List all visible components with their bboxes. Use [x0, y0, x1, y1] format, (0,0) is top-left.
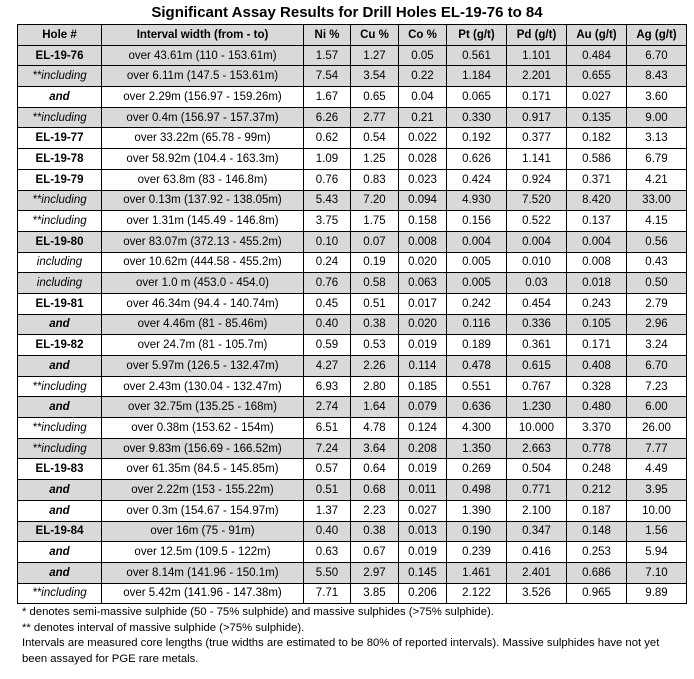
cell-pt: 4.930: [447, 190, 507, 211]
cell-cu: 2.26: [351, 356, 399, 377]
cell-cu: 7.20: [351, 190, 399, 211]
cell-co: 0.017: [399, 293, 447, 314]
cell-ni: 0.76: [304, 169, 351, 190]
cell-hole: and: [18, 480, 102, 501]
cell-hole: EL-19-83: [18, 459, 102, 480]
cell-hole: and: [18, 562, 102, 583]
cell-au: 0.408: [567, 356, 627, 377]
cell-pt: 2.122: [447, 583, 507, 604]
cell-ag: 0.43: [627, 252, 687, 273]
cell-co: 0.208: [399, 438, 447, 459]
cell-ag: 2.79: [627, 293, 687, 314]
cell-interval: over 58.92m (104.4 - 163.3m): [102, 149, 304, 170]
cell-pt: 4.300: [447, 418, 507, 439]
cell-co: 0.04: [399, 87, 447, 108]
table-row: [18, 87, 687, 108]
cell-au: 0.371: [567, 169, 627, 190]
cell-cu: 4.78: [351, 418, 399, 439]
cell-cu: 0.64: [351, 459, 399, 480]
cell-pt: 0.239: [447, 542, 507, 563]
cell-hole: EL-19-84: [18, 521, 102, 542]
cell-ni: 0.62: [304, 128, 351, 149]
table-row: [18, 356, 687, 377]
cell-ni: 1.57: [304, 45, 351, 66]
cell-hole: and: [18, 397, 102, 418]
cell-co: 0.05: [399, 45, 447, 66]
cell-pd: 0.615: [507, 356, 567, 377]
cell-pd: 1.230: [507, 397, 567, 418]
cell-pt: 0.561: [447, 45, 507, 66]
cell-ni: 0.40: [304, 314, 351, 335]
cell-cu: 2.23: [351, 500, 399, 521]
cell-pt: 1.390: [447, 500, 507, 521]
cell-co: 0.185: [399, 376, 447, 397]
cell-au: 0.243: [567, 293, 627, 314]
column-header-cu: Cu %: [351, 25, 399, 46]
cell-ni: 0.24: [304, 252, 351, 273]
cell-ag: 2.96: [627, 314, 687, 335]
cell-interval: over 16m (75 - 91m): [102, 521, 304, 542]
cell-cu: 0.38: [351, 521, 399, 542]
table-row: [18, 252, 687, 273]
cell-interval: over 8.14m (141.96 - 150.1m): [102, 562, 304, 583]
cell-ag: 3.24: [627, 335, 687, 356]
cell-pt: 1.350: [447, 438, 507, 459]
cell-cu: 0.68: [351, 480, 399, 501]
cell-interval: over 2.43m (130.04 - 132.47m): [102, 376, 304, 397]
cell-hole: including: [18, 273, 102, 294]
cell-pt: 0.156: [447, 211, 507, 232]
cell-cu: 0.65: [351, 87, 399, 108]
cell-au: 0.328: [567, 376, 627, 397]
cell-ag: 6.79: [627, 149, 687, 170]
cell-pt: 0.269: [447, 459, 507, 480]
cell-pd: 3.526: [507, 583, 567, 604]
cell-ni: 7.24: [304, 438, 351, 459]
table-title: Significant Assay Results for Drill Holes EL-19-76 to 84: [151, 4, 543, 21]
footnotes: [22, 605, 682, 667]
cell-ag: 3.13: [627, 128, 687, 149]
cell-pd: 2.201: [507, 66, 567, 87]
cell-ag: 10.00: [627, 500, 687, 521]
cell-interval: over 32.75m (135.25 - 168m): [102, 397, 304, 418]
cell-pd: 0.004: [507, 231, 567, 252]
cell-ni: 3.75: [304, 211, 351, 232]
cell-interval: over 2.29m (156.97 - 159.26m): [102, 87, 304, 108]
cell-pd: 0.771: [507, 480, 567, 501]
cell-ag: 5.94: [627, 542, 687, 563]
table-row: [18, 376, 687, 397]
cell-au: 0.586: [567, 149, 627, 170]
assay-results-table: [17, 24, 687, 604]
cell-pt: 0.190: [447, 521, 507, 542]
cell-pt: 0.116: [447, 314, 507, 335]
table-row: [18, 169, 687, 190]
cell-interval: over 63.8m (83 - 146.8m): [102, 169, 304, 190]
cell-hole: and: [18, 356, 102, 377]
cell-co: 0.020: [399, 314, 447, 335]
cell-au: 0.148: [567, 521, 627, 542]
cell-au: 0.135: [567, 107, 627, 128]
cell-ni: 0.10: [304, 231, 351, 252]
cell-pd: 0.454: [507, 293, 567, 314]
table-row: [18, 438, 687, 459]
cell-cu: 0.51: [351, 293, 399, 314]
cell-au: 0.105: [567, 314, 627, 335]
cell-pd: 10.000: [507, 418, 567, 439]
cell-cu: 3.54: [351, 66, 399, 87]
cell-pd: 0.03: [507, 273, 567, 294]
table-row: [18, 500, 687, 521]
cell-au: 0.480: [567, 397, 627, 418]
cell-co: 0.21: [399, 107, 447, 128]
cell-cu: 3.64: [351, 438, 399, 459]
cell-ag: 4.15: [627, 211, 687, 232]
cell-au: 0.027: [567, 87, 627, 108]
cell-ni: 0.63: [304, 542, 351, 563]
cell-co: 0.008: [399, 231, 447, 252]
cell-interval: over 0.3m (154.67 - 154.97m): [102, 500, 304, 521]
cell-cu: 0.38: [351, 314, 399, 335]
cell-cu: 1.75: [351, 211, 399, 232]
cell-interval: over 9.83m (156.69 - 166.52m): [102, 438, 304, 459]
table-row: [18, 211, 687, 232]
table-row: [18, 480, 687, 501]
cell-ag: 7.10: [627, 562, 687, 583]
table-row: [18, 293, 687, 314]
table-row: [18, 418, 687, 439]
cell-hole: EL-19-81: [18, 293, 102, 314]
cell-ag: 9.89: [627, 583, 687, 604]
cell-interval: over 43.61m (110 - 153.61m): [102, 45, 304, 66]
cell-pd: 2.401: [507, 562, 567, 583]
cell-interval: over 1.31m (145.49 - 146.8m): [102, 211, 304, 232]
cell-hole: **including: [18, 190, 102, 211]
column-header-hole: Hole #: [18, 25, 102, 46]
cell-ni: 7.54: [304, 66, 351, 87]
cell-cu: 1.25: [351, 149, 399, 170]
cell-interval: over 61.35m (84.5 - 145.85m): [102, 459, 304, 480]
table-row: [18, 314, 687, 335]
cell-hole: **including: [18, 107, 102, 128]
cell-pt: 0.478: [447, 356, 507, 377]
cell-pd: 0.347: [507, 521, 567, 542]
cell-hole: EL-19-80: [18, 231, 102, 252]
cell-pd: 0.917: [507, 107, 567, 128]
cell-hole: **including: [18, 66, 102, 87]
cell-ag: 7.77: [627, 438, 687, 459]
cell-cu: 0.67: [351, 542, 399, 563]
cell-cu: 2.80: [351, 376, 399, 397]
cell-pt: 0.189: [447, 335, 507, 356]
table-row: [18, 45, 687, 66]
cell-co: 0.158: [399, 211, 447, 232]
cell-interval: over 10.62m (444.58 - 455.2m): [102, 252, 304, 273]
cell-pt: 0.065: [447, 87, 507, 108]
cell-cu: 0.83: [351, 169, 399, 190]
cell-interval: over 33.22m (65.78 - 99m): [102, 128, 304, 149]
cell-hole: and: [18, 500, 102, 521]
cell-co: 0.023: [399, 169, 447, 190]
cell-co: 0.019: [399, 542, 447, 563]
footnote-intervals: Intervals are measured core lengths (true widths are estimated to be 80% of reported intervals). Massive sulphides have not yet: [22, 637, 660, 649]
cell-co: 0.114: [399, 356, 447, 377]
column-header-au: Au (g/t): [567, 25, 627, 46]
cell-pd: 0.171: [507, 87, 567, 108]
cell-co: 0.206: [399, 583, 447, 604]
cell-ag: 4.49: [627, 459, 687, 480]
cell-pt: 0.004: [447, 231, 507, 252]
table-body: [18, 45, 687, 604]
table-row: [18, 583, 687, 604]
cell-ni: 1.67: [304, 87, 351, 108]
cell-hole: **including: [18, 211, 102, 232]
cell-pd: 0.361: [507, 335, 567, 356]
cell-pd: 0.010: [507, 252, 567, 273]
cell-ni: 1.09: [304, 149, 351, 170]
cell-pt: 0.192: [447, 128, 507, 149]
cell-interval: over 6.11m (147.5 - 153.61m): [102, 66, 304, 87]
cell-interval: over 46.34m (94.4 - 140.74m): [102, 293, 304, 314]
cell-au: 0.004: [567, 231, 627, 252]
table-row: [18, 66, 687, 87]
cell-ag: 9.00: [627, 107, 687, 128]
column-header-pd: Pd (g/t): [507, 25, 567, 46]
cell-ni: 6.26: [304, 107, 351, 128]
footnote-intervals-cont: been assayed for PGE rare metals.: [22, 652, 199, 665]
table-row: [18, 231, 687, 252]
cell-ni: 6.51: [304, 418, 351, 439]
cell-co: 0.079: [399, 397, 447, 418]
cell-pt: 1.184: [447, 66, 507, 87]
cell-co: 0.020: [399, 252, 447, 273]
cell-interval: over 2.22m (153 - 155.22m): [102, 480, 304, 501]
column-header-co: Co %: [399, 25, 447, 46]
cell-ag: 8.43: [627, 66, 687, 87]
cell-pt: 0.005: [447, 273, 507, 294]
cell-au: 0.253: [567, 542, 627, 563]
cell-ni: 0.45: [304, 293, 351, 314]
footnote-massive: ** denotes interval of massive sulphide (>75% sulphide).: [22, 621, 305, 634]
cell-au: 0.137: [567, 211, 627, 232]
cell-interval: over 1.0 m (453.0 - 454.0): [102, 273, 304, 294]
cell-ag: 33.00: [627, 190, 687, 211]
cell-co: 0.027: [399, 500, 447, 521]
cell-co: 0.019: [399, 459, 447, 480]
cell-ni: 6.93: [304, 376, 351, 397]
cell-pt: 0.330: [447, 107, 507, 128]
cell-pd: 0.377: [507, 128, 567, 149]
column-header-interval: Interval width (from - to): [102, 25, 304, 46]
table-row: [18, 190, 687, 211]
cell-cu: 2.97: [351, 562, 399, 583]
column-header-ag: Ag (g/t): [627, 25, 687, 46]
cell-au: 0.008: [567, 252, 627, 273]
cell-pd: 1.101: [507, 45, 567, 66]
cell-au: 0.187: [567, 500, 627, 521]
cell-cu: 0.58: [351, 273, 399, 294]
table-row: [18, 273, 687, 294]
table-row: [18, 459, 687, 480]
cell-co: 0.22: [399, 66, 447, 87]
cell-hole: and: [18, 87, 102, 108]
cell-hole: **including: [18, 583, 102, 604]
cell-pd: 2.100: [507, 500, 567, 521]
cell-hole: EL-19-79: [18, 169, 102, 190]
table-row: [18, 128, 687, 149]
cell-ni: 7.71: [304, 583, 351, 604]
cell-ag: 3.60: [627, 87, 687, 108]
cell-au: 0.248: [567, 459, 627, 480]
cell-interval: over 5.42m (141.96 - 147.38m): [102, 583, 304, 604]
cell-ni: 2.74: [304, 397, 351, 418]
cell-ag: 0.56: [627, 231, 687, 252]
cell-cu: 1.64: [351, 397, 399, 418]
cell-hole: and: [18, 314, 102, 335]
cell-ag: 6.70: [627, 356, 687, 377]
cell-cu: 2.77: [351, 107, 399, 128]
cell-hole: and: [18, 542, 102, 563]
cell-pd: 2.663: [507, 438, 567, 459]
cell-au: 0.171: [567, 335, 627, 356]
cell-hole: EL-19-82: [18, 335, 102, 356]
cell-interval: over 0.38m (153.62 - 154m): [102, 418, 304, 439]
cell-pd: 0.504: [507, 459, 567, 480]
cell-pd: 0.416: [507, 542, 567, 563]
cell-cu: 0.07: [351, 231, 399, 252]
table-row: [18, 335, 687, 356]
cell-pd: 0.336: [507, 314, 567, 335]
cell-pt: 0.626: [447, 149, 507, 170]
cell-ag: 7.23: [627, 376, 687, 397]
cell-ag: 1.56: [627, 521, 687, 542]
cell-au: 0.686: [567, 562, 627, 583]
cell-interval: over 0.4m (156.97 - 157.37m): [102, 107, 304, 128]
cell-ag: 26.00: [627, 418, 687, 439]
cell-ni: 1.37: [304, 500, 351, 521]
cell-hole: **including: [18, 438, 102, 459]
cell-pt: 0.498: [447, 480, 507, 501]
table-row: [18, 149, 687, 170]
cell-pt: 0.424: [447, 169, 507, 190]
cell-au: 0.212: [567, 480, 627, 501]
cell-interval: over 4.46m (81 - 85.46m): [102, 314, 304, 335]
cell-pd: 1.141: [507, 149, 567, 170]
cell-pd: 0.924: [507, 169, 567, 190]
table-row: [18, 107, 687, 128]
cell-au: 0.965: [567, 583, 627, 604]
cell-pd: 7.520: [507, 190, 567, 211]
table-row: [18, 562, 687, 583]
cell-au: 0.655: [567, 66, 627, 87]
cell-interval: over 83.07m (372.13 - 455.2m): [102, 231, 304, 252]
cell-ag: 0.50: [627, 273, 687, 294]
cell-co: 0.028: [399, 149, 447, 170]
cell-pt: 1.461: [447, 562, 507, 583]
cell-au: 0.484: [567, 45, 627, 66]
cell-interval: over 24.7m (81 - 105.7m): [102, 335, 304, 356]
cell-ni: 0.59: [304, 335, 351, 356]
cell-co: 0.145: [399, 562, 447, 583]
cell-cu: 0.54: [351, 128, 399, 149]
cell-pt: 0.636: [447, 397, 507, 418]
cell-co: 0.011: [399, 480, 447, 501]
cell-ni: 0.40: [304, 521, 351, 542]
cell-au: 3.370: [567, 418, 627, 439]
cell-interval: over 0.13m (137.92 - 138.05m): [102, 190, 304, 211]
cell-interval: over 12.5m (109.5 - 122m): [102, 542, 304, 563]
cell-ni: 4.27: [304, 356, 351, 377]
cell-au: 0.182: [567, 128, 627, 149]
cell-pd: 0.522: [507, 211, 567, 232]
cell-au: 0.778: [567, 438, 627, 459]
table-row: [18, 397, 687, 418]
cell-cu: 0.53: [351, 335, 399, 356]
cell-pt: 0.242: [447, 293, 507, 314]
cell-hole: EL-19-76: [18, 45, 102, 66]
cell-ag: 6.70: [627, 45, 687, 66]
cell-ni: 0.57: [304, 459, 351, 480]
cell-pd: 0.767: [507, 376, 567, 397]
cell-ni: 5.43: [304, 190, 351, 211]
cell-hole: EL-19-78: [18, 149, 102, 170]
cell-ag: 3.95: [627, 480, 687, 501]
table-row: [18, 521, 687, 542]
cell-hole: EL-19-77: [18, 128, 102, 149]
footnote-semi-massive: * denotes semi-massive sulphide (50 - 75% sulphide) and massive sulphides (>75% sulphide).: [22, 606, 494, 618]
cell-co: 0.124: [399, 418, 447, 439]
cell-co: 0.013: [399, 521, 447, 542]
cell-ag: 6.00: [627, 397, 687, 418]
cell-pt: 0.551: [447, 376, 507, 397]
cell-ag: 4.21: [627, 169, 687, 190]
cell-hole: including: [18, 252, 102, 273]
cell-pt: 0.005: [447, 252, 507, 273]
cell-ni: 0.76: [304, 273, 351, 294]
cell-au: 8.420: [567, 190, 627, 211]
cell-cu: 0.19: [351, 252, 399, 273]
column-header-pt: Pt (g/t): [447, 25, 507, 46]
cell-ni: 0.51: [304, 480, 351, 501]
cell-hole: **including: [18, 376, 102, 397]
header-row: [18, 25, 687, 46]
cell-co: 0.022: [399, 128, 447, 149]
cell-co: 0.094: [399, 190, 447, 211]
cell-cu: 1.27: [351, 45, 399, 66]
cell-co: 0.063: [399, 273, 447, 294]
cell-cu: 3.85: [351, 583, 399, 604]
cell-au: 0.018: [567, 273, 627, 294]
column-header-ni: Ni %: [304, 25, 351, 46]
table-row: [18, 542, 687, 563]
cell-co: 0.019: [399, 335, 447, 356]
cell-hole: **including: [18, 418, 102, 439]
cell-interval: over 5.97m (126.5 - 132.47m): [102, 356, 304, 377]
cell-ni: 5.50: [304, 562, 351, 583]
